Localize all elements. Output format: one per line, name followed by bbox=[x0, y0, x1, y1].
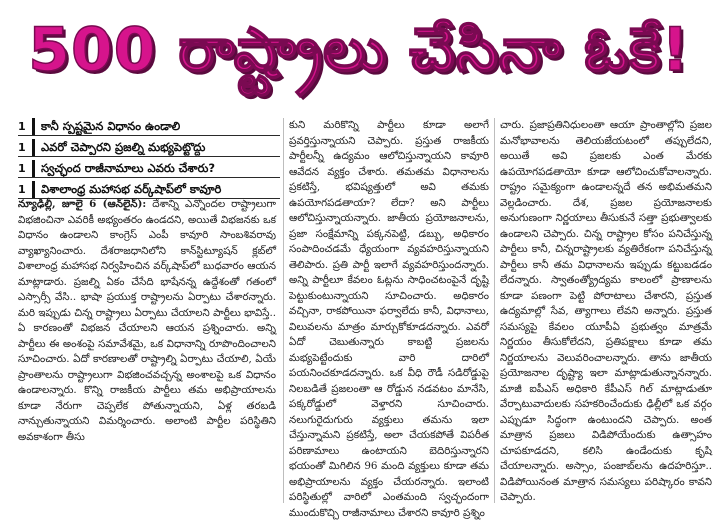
dateline: న్యూఢిల్లీ, జూలై 6 (ఆన్‌లైన్): bbox=[18, 198, 147, 210]
article-text-2: కుని మరికొన్ని పార్టీలు కూడా అలాగే ప్రవర్తిస్తున్నాయని చెప్పారు. ప్రస్తుత రాజకీయ పార్టీలన్నీ ఉద్యమం ఆలోచిస్తున్నాయని కావూరి ఆవేదన వ్యక్తం చేశారు. తమతమ విధానాలను ప్రకటిస్తే, భవిష్యత్తులో అవి తమకు ఉపయోగపడతాయా? లేదా? అని పార్టీలు ఆలోచిస్తున్నాయన్నారు. జాతీయ ప్రయోజనాలను, ప్రజా సంక్షేమాన్ని పక్కనపెట్టి, డబ్బు, అధికారం సంపాదించడమే ధ్యేయంగా వ్యవహరిస్తున్నాయని తెలిపారు. ప్రతి పార్టీ ఇలాగే వ్యవహరిస్తుందన్నారు. అన్ని పార్టీలూ కేవలం ఓట్లను సాధించటంపైనే దృష్టి పెట్టుకుంటున్నాయని సూచించారు. అధికారం వచ్చినా, రాకపోయినా ఫర్వాలేదు కానీ, విధానాలు, విలువలను మాత్రం మార్చుకోకూడదన్నారు. ఎవరో ఏదో చెబుతున్నారు కాబట్టి ప్రజలను మభ్యపెట్టేందుకు వారి దారిలో పయనించకూడదన్నారు. ఒక వీధి రౌడీ సడిరోడ్డుపై నిలబడితే ప్రజలంతా ఆ రోడ్డున నడవటం మానేసి, పక్కరోడ్డులో వెళ్తారని సూచించారు. నలుగురైదుగురు వ్యక్తులు తమను ఇలా చేస్తున్నామని ప్రకటిస్తే, అలా చేయకపోతే విపరీత పరిణామాలు ఉంటాయని బెదిరిస్తున్నారని భయంతో మిగిలిన 96 మంది వ్యక్తులు కూడా తమ అభిప్రాయాలను వ్యక్తం చేయరన్నారు. ఇలాంటి పరిస్థితుల్లో వారిలో ఎంతమంది స్వచ్ఛందంగా ముందుకొచ్చి రాజీనామాలు చేశారని కావూరి ప్రశ్నిం bbox=[289, 119, 489, 519]
column-divider bbox=[494, 118, 495, 503]
bullet-number: 1 bbox=[18, 141, 26, 154]
bullet-item bbox=[18, 160, 280, 178]
article-column-1 bbox=[18, 197, 276, 503]
article-column-3 bbox=[500, 118, 712, 503]
article-text-1: దేశాన్ని ఎన్నొందల రాష్ట్రాలుగా విభజించినా ఎవరికీ అభ్యంతరం ఉండదని, అయితే విభజనకు ఒక విధానం ఉండాలని కాంగ్రెస్ ఎంపీ కావూరి సాంబశివరావు వ్యాఖ్యానించారు. దేశరాజధానిలోని కాన్‌స్టిట్యూషన్ క్లబ్‌లో విశాలాంధ్ర మహాసభ నిర్వహించిన వర్క్‌షాప్‌లో బుధవారం ఆయన మాట్లాడారు. ప్రజల్ని ఏకం చేసేది భాషేనన్న ఉద్దేశంతో గతంలో ఎస్సార్సీ వేసి.. భాషా ప్రయుక్త రాష్ట్రాలను ఏర్పాటు చేశారన్నారు. మరి ఇప్పుడు చిన్న రాష్ట్రాలు ఏర్పాటు చేయాలని పార్టీలు భావిస్తే.. ఏ కారణంతో విభజన చేయాలని ఆయన ప్రశ్నించారు. అన్ని పార్టీలు ఈ అంశంపై సమావేశమై, ఒక విధానాన్ని రూపొందించాలని సూచించారు. ఏదో కారణాలతో రాష్ట్రాల్ని ఏర్పాటు చేయాలి, ఏయే ప్రాంతాలను రాష్ట్రాలుగా విభజించవచ్చన్న అంశాలపై ఒక విధానం ఉండాలన్నారు. కొన్ని రాజకీయ పార్టీలు తమ అభిప్రాయాలను కూడా నేరుగా చెప్పలేక పోతున్నాయని, ఏళ్ల తరబడి నాన్చుతున్నాయని విమర్శించారు. అలాంటి పార్టీల పరిస్థితిని అవకాశంగా తీసు bbox=[18, 198, 276, 443]
bullet-text: ఎవరో చెప్పారని ప్రజల్ని మభ్యపెట్టొద్దు bbox=[41, 140, 206, 154]
bullet-bar bbox=[32, 181, 35, 198]
bullet-text: విశాలాంధ్ర మహాసభ వర్క్‌షాప్‌లో కావూరి bbox=[41, 182, 222, 196]
bullet-bar bbox=[32, 118, 35, 135]
headline-text: 500 రాష్ట్రాలు చేసినా ఓకే! bbox=[28, 15, 690, 85]
bullet-text: కానీ స్పష్టమైన విధానం ఉండాలి bbox=[41, 119, 181, 133]
bullet-number: 1 bbox=[18, 183, 26, 196]
column-divider bbox=[283, 118, 284, 503]
headline bbox=[0, 0, 718, 100]
article-text-3: చారు. ప్రజాప్రతినిధులంతా ఆయా ప్రాంతాల్లోని ప్రజల మనోభావాలను తెలియజేయటంలో తప్పులేదని, అయితే అవి ప్రజలకు ఎంత మేరకు ఉపయోగపడతాయో కూడా ఆలోచించుకోవాలన్నారు. రాష్ట్రం సమైక్యంగా ఉండాలన్నదే తన అభిమతమని వెల్లడించారు. దేశ, ప్రజల ప్రయోజనాలకు అనుగుణంగా నిర్ణయాలు తీసుకునే సత్తా ప్రభుత్వాలకు ఉండాలని చెప్పారు. చిన్న రాష్ట్రాల కోసం పనిచేస్తున్న పార్టీలు కానీ, చిన్నరాష్ట్రాలకు వ్యతిరేకంగా పనిచేస్తున్న పార్టీలు కానీ తమ విధానాలను ఇప్పుడు కట్టుబడడం లేదన్నారు. స్వాతంత్య్రోద్యమ కాలంలో ప్రాణాలను కూడా పణంగా పెట్టి పోరాటాలు చేశారని, ప్రస్తుత ఉద్యమాల్లో సేవ, త్యాగాలు లేవని అన్నారు. ప్రస్తుత సమస్యపై కేవలం యూపీఏ ప్రభుత్వం మాత్రమే నిర్ణయం తీసుకోలేదని, ప్రతిపక్షాలు కూడా తమ నిర్ణయాలను వెలువరించాలన్నారు. తాను జాతీయ ప్రయోజనాల దృష్ట్యా ఇలా మాట్లాడుతున్నానన్నారు. మాజీ ఐపీఎస్ అధికారి కేపీఎస్ గిల్ మాట్లాడుతూ వేర్పాటువాదులకు సహకరించేందుకు ఢిల్లీలో ఒక వర్గం ఎప్పుడూ సిద్ధంగా ఉంటుందని చెప్పారు. అంత మాత్రాన ప్రజలు విడిపోయేందుకు ఉత్సాహం చూపకూడదని, కలిసి ఉండేందుకు కృషి చేయాలన్నారు. అస్సాం, పంజాబ్‌లను ఉదహరిస్తూ.. విడిపోయినంత మాత్రాన సమస్యలు పరిష్కారం కావని చెప్పారు. bbox=[500, 119, 712, 503]
article-column-2 bbox=[289, 118, 489, 519]
bullet-item bbox=[18, 139, 280, 157]
bullet-number: 1 bbox=[18, 162, 26, 175]
bullet-number: 1 bbox=[18, 120, 26, 133]
bullet-bar bbox=[32, 139, 35, 156]
bullet-item bbox=[18, 118, 280, 136]
bullet-list bbox=[18, 118, 280, 202]
bullet-bar bbox=[32, 160, 35, 177]
bullet-text: స్వచ్ఛంద రాజీనామాలు ఎవరు చేశారు? bbox=[41, 161, 216, 175]
